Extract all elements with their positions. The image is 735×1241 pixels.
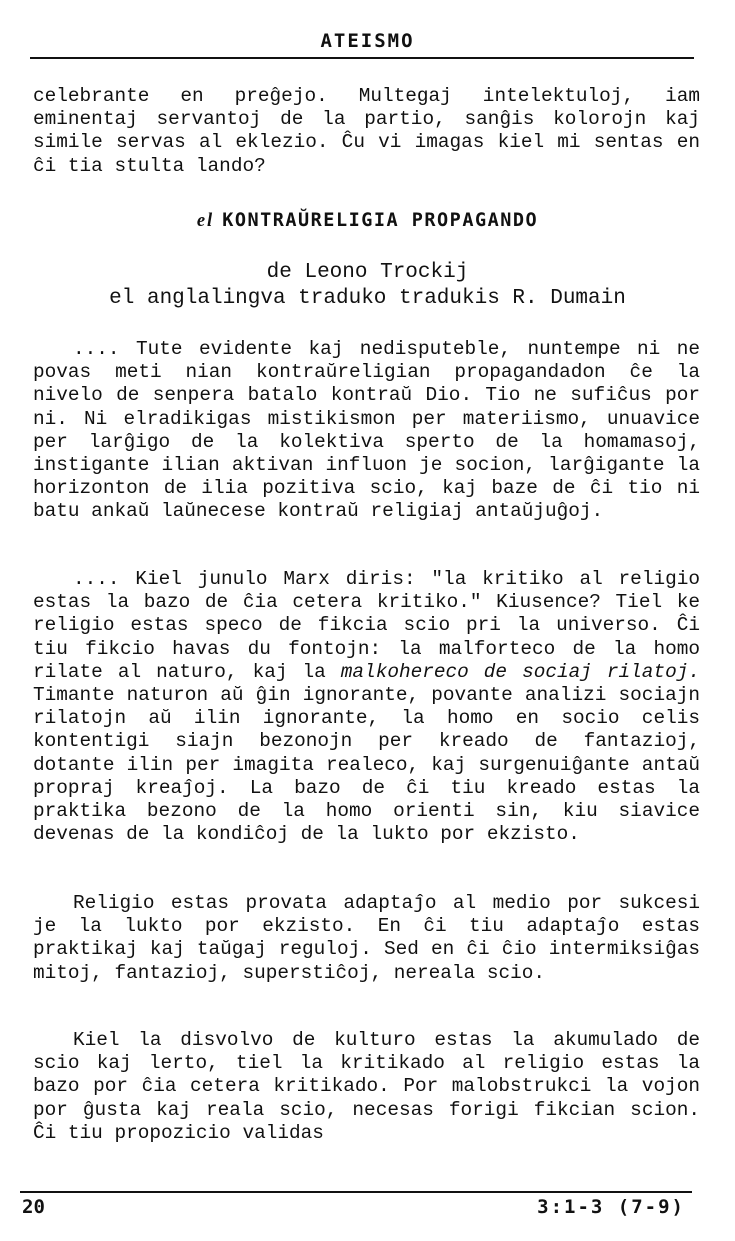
issue-number: 3:1-3 (7-9) bbox=[537, 1196, 685, 1218]
paragraph-propaganda: .... Tute evidente kaj nedisputeble, nuntempe ni ne povas meti nian kontraŭreligian propagandadon ĉe la nivelo de senpera batalo kontraŭ Dio. Tio ne sufiĉus por ni. Ni elradikigas mistikismon per materiismo, unuavice per larĝigo de la kolektiva sperto de la homamasoj, instigante ilian aktivan influon je socion, larĝigante la horizonton de ilia pozitiva scio, kaj baze de ĉi tio ni batu ankaŭ laŭnecese kontraŭ religiaj antaŭjuĝoj. bbox=[33, 338, 700, 523]
translator-line: el anglalingva traduko tradukis R. Dumain bbox=[109, 287, 626, 310]
running-title: ATEISMO bbox=[320, 30, 415, 52]
paragraph-marx bbox=[33, 568, 700, 846]
page-number: 20 bbox=[22, 1196, 45, 1218]
intro-paragraph: celebrante en preĝejo. Multegaj intelektuloj, iam eminentaj servantoj de la partio, sanĝis kolorojn kaj simile servas al eklezio. Ĉu vi imagas kiel mi sentas en ĉi tia stulta lando? bbox=[33, 85, 700, 177]
article-title bbox=[0, 210, 735, 232]
paragraph-religion-adaptation: Religio estas provata adaptaĵo al medio por sukcesi je la lukto por ekzisto. En ĉi tiu adaptaĵo estas praktikaj kaj taŭgaj reguloj. Sed en ĉi ĉio intermiksiĝas mitoj, fantazioj, superstiĉoj, nereala scio. bbox=[33, 892, 700, 984]
paragraph-marx-start: .... Kiel junulo Marx diris: "la kritiko al religio estas la bazo de ĉia cetera kritiko." Kiusence? Tiel ke religio estas speco de fikcia scio pri la universo. Ĉi tiu fikcio havas du fontojn: la malforteco de la homo rilate al naturo, kaj la bbox=[33, 568, 700, 683]
article-title-text: KONTRAŬRELIGIA PROPAGANDO bbox=[222, 210, 539, 231]
author-line: de Leono Trockij bbox=[266, 261, 469, 284]
footer-rule bbox=[20, 1191, 692, 1193]
header-rule bbox=[30, 57, 694, 59]
article-title-lead: el bbox=[196, 211, 215, 231]
paragraph-culture: Kiel la disvolvo de kulturo estas la akumulado de scio kaj lerto, tiel la kritikado al religio estas la bazo por ĉia cetera kritikado. Por malobstrukci la vojon por ĝusta kaj reala scio, necesas forigi fikcian scion. Ĉi tiu propozicio validas bbox=[33, 1029, 700, 1144]
paragraph-marx-emphasis: malkohereco de sociaj rilatoj. bbox=[340, 660, 700, 683]
paragraph-marx-end: Timante naturon aŭ ĝin ignorante, povante analizi sociajn rilatojn aŭ ilin ignorante, la homo en socio celis kontentigi siajn bezonojn per kreado de fantazioj, dotante ilin per imagita realeco, kaj surgenuiĝante antaŭ propraj kreaĵoj. La bazo de ĉi tiu kreado estas la praktika bezono de la homo orienti sin, kiu siavice devenas de la kondiĉoj de la lukto por ekzisto. bbox=[33, 684, 700, 846]
